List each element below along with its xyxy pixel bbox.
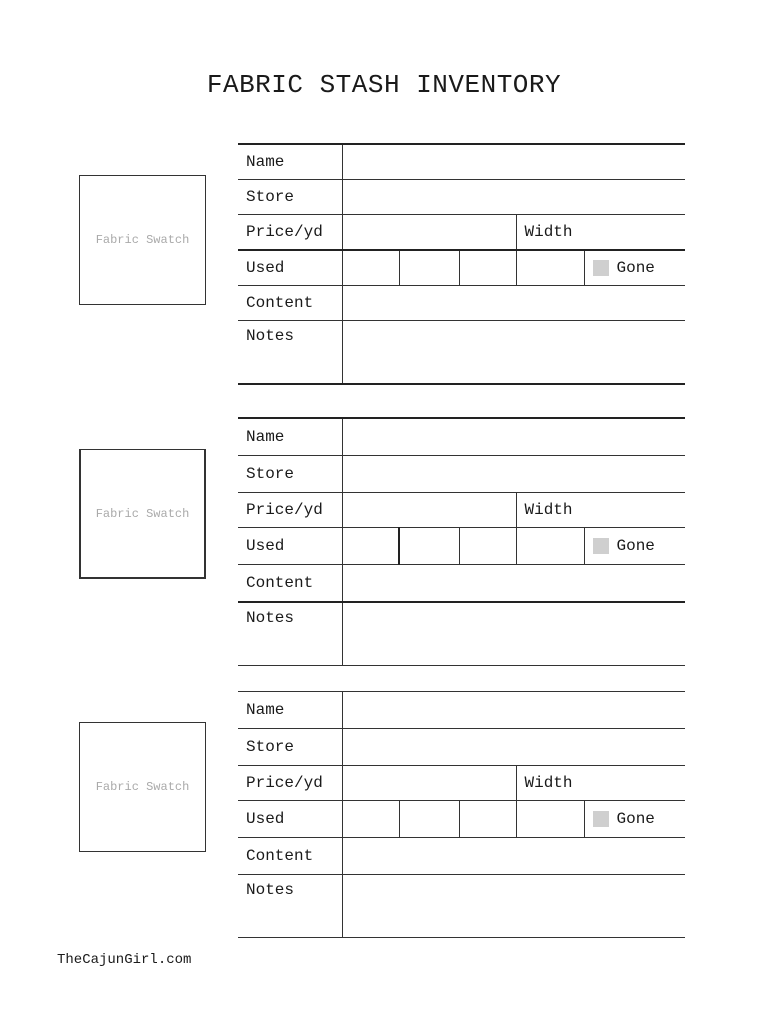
used-cell[interactable]	[342, 250, 399, 286]
store-field[interactable]	[342, 729, 685, 766]
used-cell[interactable]	[399, 801, 459, 838]
store-field[interactable]	[342, 456, 685, 493]
notes-field[interactable]	[342, 602, 685, 666]
used-cell[interactable]	[459, 528, 516, 565]
used-cell[interactable]	[516, 250, 584, 286]
store-label: Store	[238, 729, 342, 766]
width-field[interactable]	[516, 493, 685, 528]
content-label: Content	[238, 838, 342, 875]
content-label: Content	[238, 286, 342, 321]
price-label: Price/yd	[238, 215, 342, 251]
gone-label: Gone	[616, 537, 655, 555]
content-field[interactable]	[342, 565, 685, 603]
gone-checkbox[interactable]	[593, 811, 609, 827]
fabric-record-2	[238, 417, 685, 666]
name-field[interactable]	[342, 144, 685, 180]
used-label: Used	[238, 801, 342, 838]
used-label: Used	[238, 528, 342, 565]
fabric-record-1	[238, 143, 685, 385]
used-cell[interactable]	[516, 801, 584, 838]
name-label: Name	[238, 418, 342, 456]
used-cell[interactable]	[342, 801, 399, 838]
store-label: Store	[238, 456, 342, 493]
price-field[interactable]	[342, 493, 516, 528]
gone-cell	[584, 528, 685, 565]
swatch-placeholder-label: Fabric Swatch	[95, 780, 190, 794]
notes-field[interactable]	[342, 875, 685, 938]
width-field[interactable]	[516, 766, 685, 801]
used-cell[interactable]	[399, 250, 459, 286]
gone-cell	[584, 801, 685, 838]
name-label: Name	[238, 144, 342, 180]
fabric-swatch-box	[79, 722, 206, 852]
price-label: Price/yd	[238, 766, 342, 801]
name-field[interactable]	[342, 692, 685, 729]
gone-label: Gone	[616, 259, 655, 277]
used-cell[interactable]	[342, 528, 399, 565]
width-label: Width	[524, 501, 573, 519]
fabric-swatch-box	[79, 175, 206, 305]
used-cell[interactable]	[459, 801, 516, 838]
notes-label: Notes	[238, 875, 342, 938]
used-cell[interactable]	[399, 528, 459, 565]
store-label: Store	[238, 180, 342, 215]
name-field[interactable]	[342, 418, 685, 456]
swatch-placeholder-label: Fabric Swatch	[95, 506, 190, 521]
page-title: FABRIC STASH INVENTORY	[206, 70, 562, 100]
swatch-placeholder-label: Fabric Swatch	[95, 233, 190, 247]
price-label: Price/yd	[238, 493, 342, 528]
content-field[interactable]	[342, 286, 685, 321]
content-field[interactable]	[342, 838, 685, 875]
notes-label: Notes	[238, 602, 342, 666]
width-field[interactable]	[516, 215, 685, 251]
store-field[interactable]	[342, 180, 685, 215]
fabric-record-3	[238, 691, 685, 938]
price-field[interactable]	[342, 215, 516, 251]
width-label: Width	[524, 223, 573, 241]
gone-checkbox[interactable]	[593, 260, 609, 276]
content-label: Content	[238, 565, 342, 603]
gone-label: Gone	[616, 810, 655, 828]
used-cell[interactable]	[459, 250, 516, 286]
price-field[interactable]	[342, 766, 516, 801]
used-label: Used	[238, 250, 342, 286]
name-label: Name	[238, 692, 342, 729]
width-label: Width	[524, 774, 573, 792]
notes-label: Notes	[238, 321, 342, 385]
notes-field[interactable]	[342, 321, 685, 385]
site-credit: TheCajunGirl.com	[57, 952, 192, 968]
fabric-swatch-box	[79, 449, 206, 579]
gone-cell	[584, 250, 685, 286]
used-cell[interactable]	[516, 528, 584, 565]
gone-checkbox[interactable]	[593, 538, 609, 554]
